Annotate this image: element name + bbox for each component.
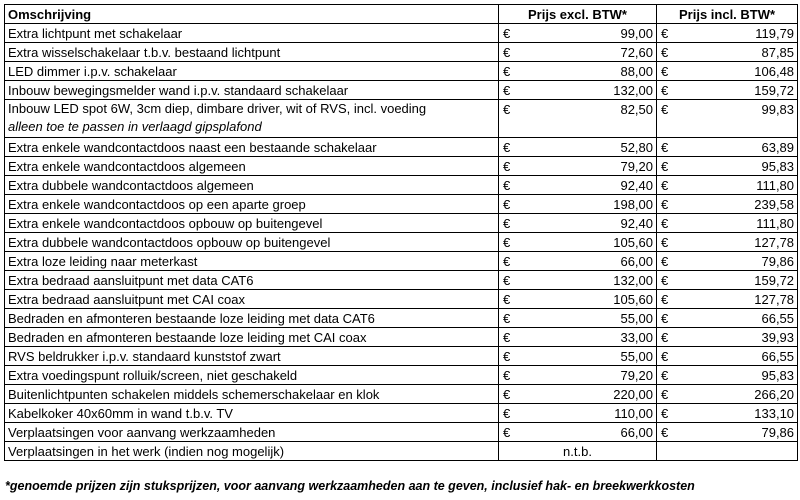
table-row (5, 195, 798, 214)
currency-symbol: € (499, 385, 519, 404)
currency-symbol: € (499, 100, 519, 138)
price-excl-tbd: n.t.b. (499, 442, 657, 461)
currency-symbol: € (657, 252, 677, 271)
row-description (5, 100, 499, 138)
currency-symbol: € (657, 176, 677, 195)
currency-symbol: € (499, 81, 519, 100)
row-description-text: Extra enkele wandcontactdoos opbouw op buitengevel (8, 215, 323, 231)
currency-symbol: € (657, 43, 677, 62)
table-row (5, 404, 798, 423)
price-incl: 87,85 (677, 43, 798, 62)
row-description-text: Buitenlichtpunten schakelen middels schemerschakelaar en klok (8, 386, 380, 402)
row-description-text: LED dimmer i.p.v. schakelaar (8, 63, 177, 79)
currency-symbol: € (657, 138, 677, 157)
price-incl: 159,72 (677, 271, 798, 290)
price-incl: 79,86 (677, 252, 798, 271)
row-description-text: Extra enkele wandcontactdoos algemeen (8, 158, 246, 174)
header-price-excl: Prijs excl. BTW* (499, 5, 657, 24)
currency-symbol: € (657, 404, 677, 423)
price-excl: 79,20 (519, 366, 657, 385)
price-incl: 159,72 (677, 81, 798, 100)
table-row (5, 442, 798, 461)
currency-symbol: € (657, 309, 677, 328)
row-note: alleen toe te passen in verlaagd gipsplafond (8, 119, 262, 134)
currency-symbol: € (499, 328, 519, 347)
row-description (5, 423, 499, 442)
header-description: Omschrijving (5, 5, 499, 24)
price-excl: 82,50 (519, 100, 657, 138)
row-description-text: Extra wisselschakelaar t.b.v. bestaand lichtpunt (8, 44, 281, 60)
table-row (5, 347, 798, 366)
price-excl: 79,20 (519, 157, 657, 176)
row-description (5, 290, 499, 309)
row-description (5, 366, 499, 385)
price-excl: 72,60 (519, 43, 657, 62)
table-row (5, 62, 798, 81)
currency-symbol: € (657, 214, 677, 233)
table-row (5, 176, 798, 195)
price-incl: 111,80 (677, 176, 798, 195)
row-description (5, 43, 499, 62)
currency-symbol: € (499, 214, 519, 233)
price-excl: 55,00 (519, 347, 657, 366)
price-incl: 39,93 (677, 328, 798, 347)
currency-symbol: € (657, 328, 677, 347)
currency-symbol: € (657, 100, 677, 138)
row-description (5, 328, 499, 347)
table-row (5, 43, 798, 62)
price-incl: 127,78 (677, 233, 798, 252)
price-incl: 66,55 (677, 309, 798, 328)
price-excl: 88,00 (519, 62, 657, 81)
price-incl: 106,48 (677, 62, 798, 81)
table-row (5, 100, 798, 138)
price-incl: 66,55 (677, 347, 798, 366)
price-excl: 92,40 (519, 214, 657, 233)
row-description (5, 233, 499, 252)
row-description-text: Extra bedraad aansluitpunt met CAI coax (8, 291, 246, 307)
row-description-text: Inbouw LED spot 6W, 3cm diep, dimbare driver, wit of RVS, incl. voeding (8, 101, 427, 116)
price-excl: 66,00 (519, 423, 657, 442)
price-incl: 127,78 (677, 290, 798, 309)
price-excl: 220,00 (519, 385, 657, 404)
price-excl: 105,60 (519, 233, 657, 252)
currency-symbol: € (499, 176, 519, 195)
header-row (5, 5, 798, 24)
currency-symbol: € (657, 271, 677, 290)
row-description-text: Extra bedraad aansluitpunt met data CAT6 (8, 272, 254, 288)
currency-symbol: € (499, 195, 519, 214)
row-description (5, 157, 499, 176)
row-description (5, 347, 499, 366)
table-row (5, 252, 798, 271)
price-excl: 66,00 (519, 252, 657, 271)
row-description (5, 404, 499, 423)
table-row (5, 366, 798, 385)
price-incl: 63,89 (677, 138, 798, 157)
table-row (5, 157, 798, 176)
price-excl: 52,80 (519, 138, 657, 157)
row-description (5, 195, 499, 214)
currency-symbol: € (657, 233, 677, 252)
row-description-text: RVS beldrukker i.p.v. standaard kunststof zwart (8, 348, 281, 364)
price-table (4, 4, 798, 461)
table-row (5, 214, 798, 233)
row-description-text: Extra loze leiding naar meterkast (8, 253, 198, 269)
row-description-text: Extra lichtpunt met schakelaar (8, 25, 183, 41)
currency-symbol: € (499, 347, 519, 366)
row-description-text: Kabelkoker 40x60mm in wand t.b.v. TV (8, 405, 233, 421)
currency-symbol: € (499, 233, 519, 252)
currency-symbol: € (499, 138, 519, 157)
currency-symbol: € (657, 290, 677, 309)
currency-symbol: € (499, 252, 519, 271)
row-description (5, 309, 499, 328)
price-incl-empty (657, 442, 798, 461)
currency-symbol: € (499, 62, 519, 81)
table-row (5, 328, 798, 347)
currency-symbol: € (499, 271, 519, 290)
price-excl: 132,00 (519, 271, 657, 290)
currency-symbol: € (499, 423, 519, 442)
currency-symbol: € (657, 81, 677, 100)
currency-symbol: € (499, 290, 519, 309)
price-excl: 99,00 (519, 24, 657, 43)
currency-symbol: € (657, 157, 677, 176)
price-incl: 95,83 (677, 366, 798, 385)
footnote: *genoemde prijzen zijn stuksprijzen, voor aanvang werkzaamheden aan te geven, inclusief hak- en breekwerkkosten (5, 479, 695, 493)
price-incl: 99,83 (677, 100, 798, 138)
price-incl: 119,79 (677, 24, 798, 43)
price-incl: 111,80 (677, 214, 798, 233)
currency-symbol: € (657, 366, 677, 385)
price-excl: 132,00 (519, 81, 657, 100)
table-row (5, 138, 798, 157)
currency-symbol: € (657, 195, 677, 214)
row-description (5, 214, 499, 233)
row-description-text: Extra dubbele wandcontactdoos algemeen (8, 177, 254, 193)
row-description-text: Extra voedingspunt rolluik/screen, niet geschakeld (8, 367, 298, 383)
header-price-incl: Prijs incl. BTW* (657, 5, 798, 24)
price-incl: 239,58 (677, 195, 798, 214)
price-incl: 79,86 (677, 423, 798, 442)
row-description: Verplaatsingen in het werk (indien nog mogelijk) (5, 442, 499, 461)
table-row (5, 24, 798, 43)
currency-symbol: € (499, 366, 519, 385)
row-description (5, 24, 499, 43)
row-description (5, 252, 499, 271)
currency-symbol: € (499, 43, 519, 62)
currency-symbol: € (499, 309, 519, 328)
row-description (5, 271, 499, 290)
row-description-text: Verplaatsingen voor aanvang werkzaamheden (8, 424, 276, 440)
row-description-text: Bedraden en afmonteren bestaande loze leiding met CAI coax (8, 329, 367, 345)
row-description (5, 62, 499, 81)
price-excl: 55,00 (519, 309, 657, 328)
currency-symbol: € (499, 24, 519, 43)
table-row (5, 290, 798, 309)
price-incl: 266,20 (677, 385, 798, 404)
price-incl: 133,10 (677, 404, 798, 423)
table-row (5, 309, 798, 328)
row-description-text: Bedraden en afmonteren bestaande loze leiding met data CAT6 (8, 310, 375, 326)
row-description (5, 138, 499, 157)
row-description-text: Extra dubbele wandcontactdoos opbouw op buitengevel (8, 234, 331, 250)
price-excl: 198,00 (519, 195, 657, 214)
currency-symbol: € (499, 157, 519, 176)
table-row (5, 423, 798, 442)
currency-symbol: € (657, 347, 677, 366)
row-description (5, 81, 499, 100)
row-description (5, 385, 499, 404)
row-description-text: Extra enkele wandcontactdoos naast een bestaande schakelaar (8, 139, 377, 155)
price-excl: 92,40 (519, 176, 657, 195)
price-incl: 95,83 (677, 157, 798, 176)
currency-symbol: € (657, 423, 677, 442)
price-excl: 105,60 (519, 290, 657, 309)
price-excl: 33,00 (519, 328, 657, 347)
currency-symbol: € (657, 62, 677, 81)
table-row (5, 233, 798, 252)
row-description-text: Extra enkele wandcontactdoos op een aparte groep (8, 196, 306, 212)
currency-symbol: € (499, 404, 519, 423)
table-row (5, 271, 798, 290)
price-excl: 110,00 (519, 404, 657, 423)
row-description-text: Inbouw bewegingsmelder wand i.p.v. standaard schakelaar (8, 82, 349, 98)
table-row (5, 81, 798, 100)
table-row (5, 385, 798, 404)
row-description (5, 176, 499, 195)
currency-symbol: € (657, 24, 677, 43)
currency-symbol: € (657, 385, 677, 404)
